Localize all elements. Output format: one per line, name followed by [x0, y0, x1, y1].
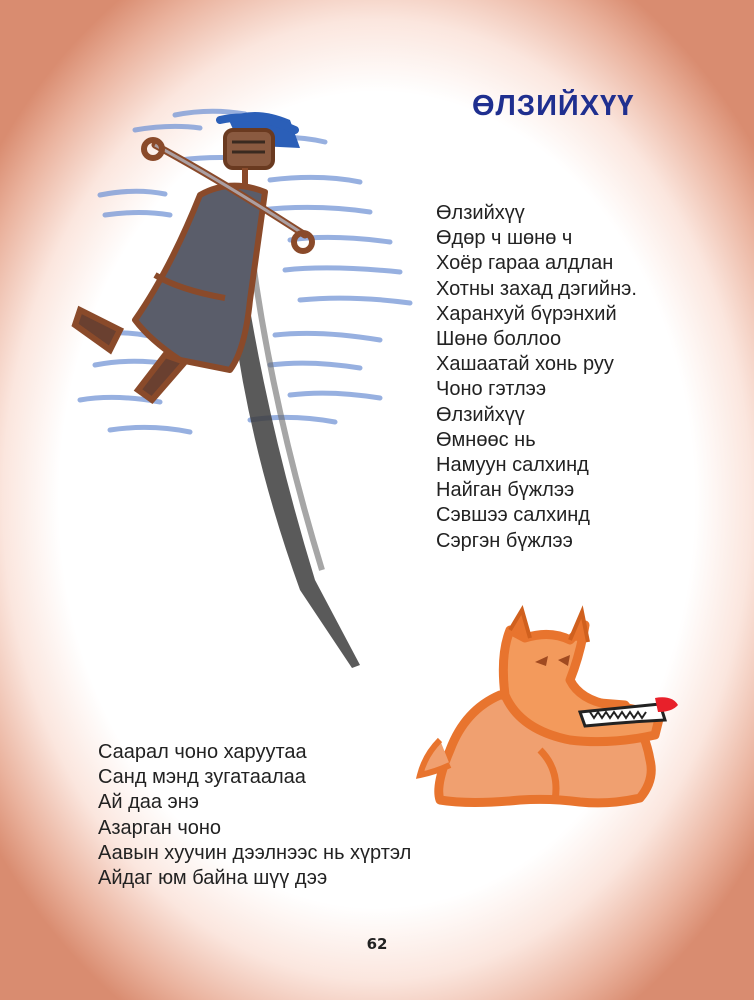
verse-line: Айдаг юм байна шүү дээ — [98, 867, 328, 890]
scarecrow-head — [225, 130, 273, 168]
page-number: 62 — [366, 935, 388, 953]
verse-line: Харанхуй бүрэнхий — [436, 302, 617, 325]
poem-title: ӨЛЗИЙХҮҮ — [472, 90, 635, 122]
verse-line: Саарал чоно харуутаа — [98, 741, 307, 763]
verse-line: Хашаатай хонь руу — [436, 353, 614, 376]
poem-verse-2 — [98, 740, 411, 891]
verse-line: Өмнөөс нь — [436, 428, 536, 451]
scarecrow-left-leg — [75, 310, 120, 350]
verse-line: Шөнө боллоо — [436, 328, 562, 351]
verse-line: Чоно гэтлээ — [436, 378, 547, 401]
poem-verse-1 — [436, 201, 637, 554]
scarecrow-illustration — [60, 100, 440, 680]
verse-line: Өлзийхүү — [436, 403, 525, 426]
wolf-head — [503, 625, 660, 742]
wolf-right-ear — [570, 612, 588, 642]
wolf-tongue — [655, 697, 678, 712]
wolf-illustration — [410, 600, 700, 830]
scarecrow-left-hand — [144, 140, 162, 158]
scarecrow-right-hand — [294, 233, 312, 251]
verse-line: Сэвшээ салхинд — [436, 504, 590, 527]
verse-line: Сэргэн бүжлээ — [436, 529, 573, 552]
verse-line: Найган бүжлээ — [436, 479, 575, 502]
verse-line: Өлзийхүү — [436, 202, 525, 224]
verse-line: Хоёр гараа алдлан — [436, 252, 614, 275]
verse-line: Аавын хуучин дээлнээс нь хүртэл — [98, 841, 412, 864]
verse-line: Санд мэнд зугатаалаа — [98, 766, 306, 789]
verse-line: Ай даа энэ — [98, 791, 199, 814]
verse-line: Өдөр ч шөнө ч — [436, 227, 573, 250]
verse-line: Намуун салхинд — [436, 454, 589, 477]
verse-line: Азарган чоно — [98, 816, 222, 839]
verse-line: Хотны захад дэгийнэ. — [436, 277, 637, 300]
